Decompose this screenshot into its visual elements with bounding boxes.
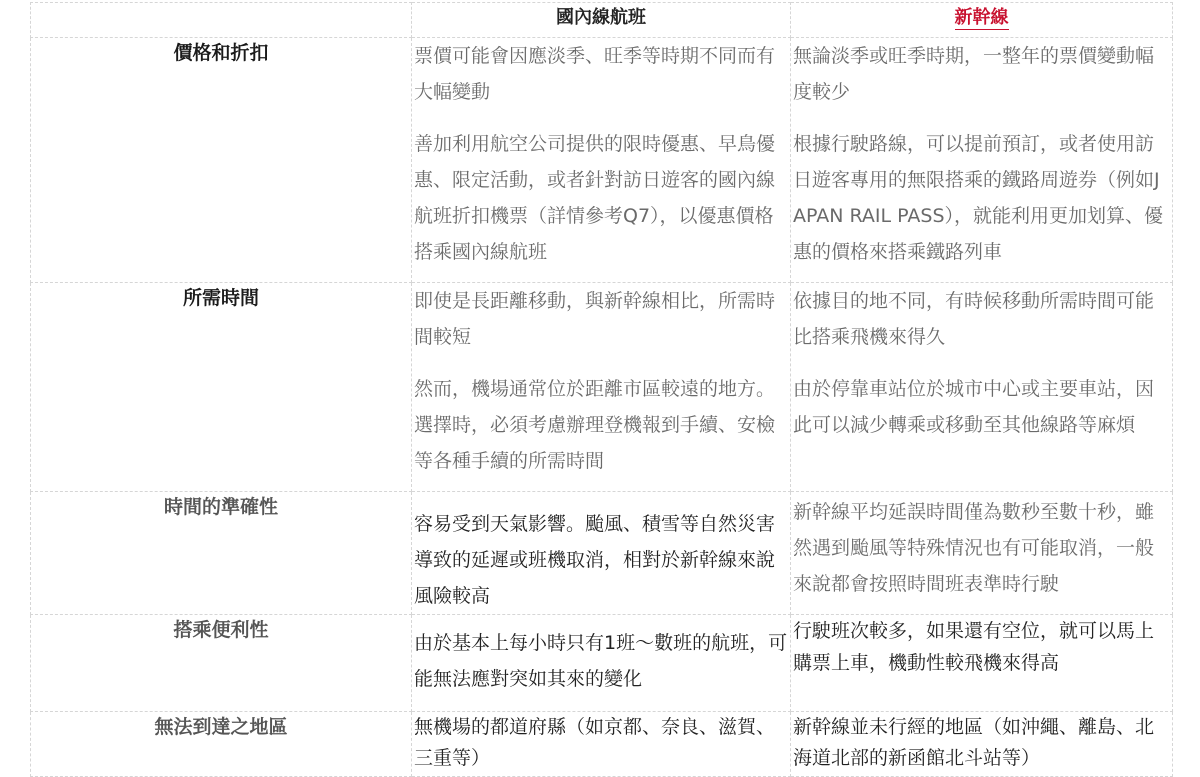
row-label-convenience: 搭乘便利性 [31,615,412,712]
cell-flight-convenience [412,615,791,712]
cell-shinkansen-punctuality [791,492,1173,615]
cell-flight-price [412,38,791,283]
cell-shinkansen-unreachable [791,712,1173,777]
table-row [31,492,1173,615]
header-empty-cell [31,3,412,38]
shinkansen-price-text-2: 根據行駛路線，可以提前預訂，或者使用訪日遊客專用的無限搭乘的鐵路周遊券（例如JAPAN RAIL PASS），就能利用更加划算、優惠的價格來搭乘鐵路列車 [793,133,1164,263]
row-label-price: 價格和折扣 [31,38,412,283]
shinkansen-time-text-1: 依據目的地不同，有時候移動所需時間可能比搭乘飛機來得久 [793,290,1155,348]
shinkansen-convenience-text: 行駛班次較多，如果還有空位，就可以馬上購票上車，機動性較飛機來得高 [793,620,1155,674]
table-row [31,38,1173,283]
flight-time-text-1: 即使是長距離移動，與新幹線相比，所需時間較短 [414,290,776,348]
row-label-time: 所需時間 [31,283,412,492]
row-label-unreachable: 無法到達之地區 [31,712,412,777]
header-shinkansen[interactable] [791,3,1173,38]
shinkansen-time-text-2: 由於停靠車站位於城市中心或主要車站，因此可以減少轉乘或移動至其他線路等麻煩 [793,378,1155,436]
header-flight: 國內線航班 [412,3,791,38]
table-row [31,712,1173,777]
flight-convenience-text: 由於基本上每小時只有1班～數班的航班，可能無法應對突如其來的變化 [414,632,788,690]
cell-shinkansen-time [791,283,1173,492]
cell-flight-unreachable [412,712,791,777]
flight-punctuality-text: 容易受到天氣影響。颱風、積雪等自然災害導致的延遲或班機取消，相對於新幹線來說風險較高 [414,513,776,607]
table-row [31,283,1173,492]
table-row [31,615,1173,712]
flight-price-text-2: 善加利用航空公司提供的限時優惠、早鳥優惠、限定活動，或者針對訪日遊客的國內線航班折扣機票（詳情參考Q7），以優惠價格搭乘國內線航班 [414,133,776,263]
row-label-punctuality: 時間的準確性 [31,492,412,615]
header-shinkansen-link[interactable]: 新幹線 [954,7,1009,28]
flight-price-text-1: 票價可能會因應淡季、旺季等時期不同而有大幅變動 [414,45,776,103]
cell-shinkansen-convenience [791,615,1173,712]
shinkansen-unreachable-text: 新幹線並未行經的地區（如沖繩、離島、北海道北部的新函館北斗站等） [793,716,1155,769]
cell-shinkansen-price [791,38,1173,283]
comparison-table [30,2,1173,777]
shinkansen-punctuality-text: 新幹線平均延誤時間僅為數秒至數十秒，雖然遇到颱風等特殊情況也有可能取消，一般來說都會按照時間班表準時行駛 [793,501,1155,595]
table-header-row [31,3,1173,38]
flight-time-text-2: 然而，機場通常位於距離市區較遠的地方。選擇時，必須考慮辦理登機報到手續、安檢等各種手續的所需時間 [414,378,776,472]
cell-flight-time [412,283,791,492]
shinkansen-price-text-1: 無論淡季或旺季時期，一整年的票價變動幅度較少 [793,45,1155,103]
flight-unreachable-text: 無機場的都道府縣（如京都、奈良、滋賀、三重等） [414,716,776,769]
cell-flight-punctuality [412,492,791,615]
